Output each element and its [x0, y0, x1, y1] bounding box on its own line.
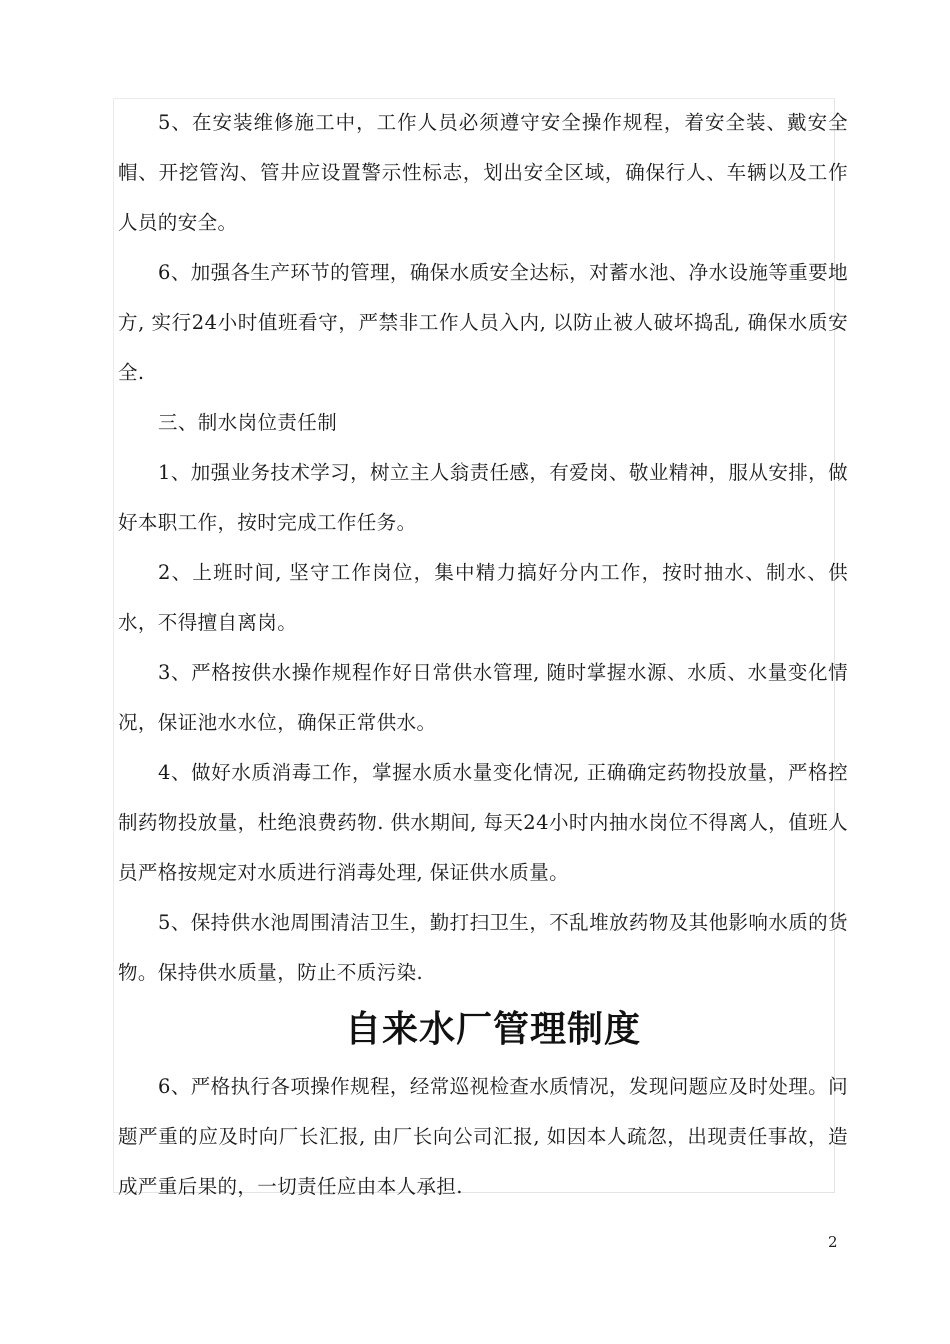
- list-item: 3、严格按供水操作规程作好日常供水管理, 随时掌握水源、水质、水量变化情况，保证池水水位，确保正常供水。: [118, 661, 848, 734]
- section-heading: 三、制水岗位责任制: [158, 411, 338, 434]
- document-title: 自来水厂管理制度: [344, 1009, 641, 1050]
- list-item: 6、严格执行各项操作规程，经常巡视检查水质情况，发现问题应及时处理。问题严重的应及时向厂长汇报, 由厂长向公司汇报, 如因本人疏忽，出现责任事故，造成严重后果的，一切责任应由本人承担.: [118, 1075, 848, 1198]
- paragraph-safety-construction: 5、在安装维修施工中，工作人员必须遵守安全操作规程，着安全装、戴安全帽、开挖管沟、管井应设置警示性标志，划出安全区域，确保行人、车辆以及工作人员的安全。: [118, 111, 848, 234]
- list-item: 5、保持供水池周围清洁卫生，勤打扫卫生，不乱堆放药物及其他影响水质的货物。保持供水质量，防止不质污染.: [118, 911, 848, 984]
- paragraph-production-management: 6、加强各生产环节的管理，确保水质安全达标，对蓄水池、净水设施等重要地方, 实行24小时值班看守，严禁非工作人员入内, 以防止被人破坏捣乱, 确保水质安全.: [118, 261, 848, 384]
- list-item: 1、加强业务技术学习，树立主人翁责任感，有爱岗、敬业精神，服从安排，做好本职工作，按时完成工作任务。: [118, 461, 848, 534]
- list-item: 2、上班时间, 坚守工作岗位，集中精力搞好分内工作，按时抽水、制水、供水，不得擅自离岗。: [118, 561, 848, 634]
- list-item: 4、做好水质消毒工作，掌握水质水量变化情况, 正确确定药物投放量，严格控制药物投放量，杜绝浪费药物. 供水期间, 每天24小时内抽水岗位不得离人，值班人员严格按规定对水质进行消毒处理, 保证供水质量。: [118, 761, 848, 884]
- document-body: [118, 98, 848, 1212]
- page-number: 2: [828, 1233, 838, 1251]
